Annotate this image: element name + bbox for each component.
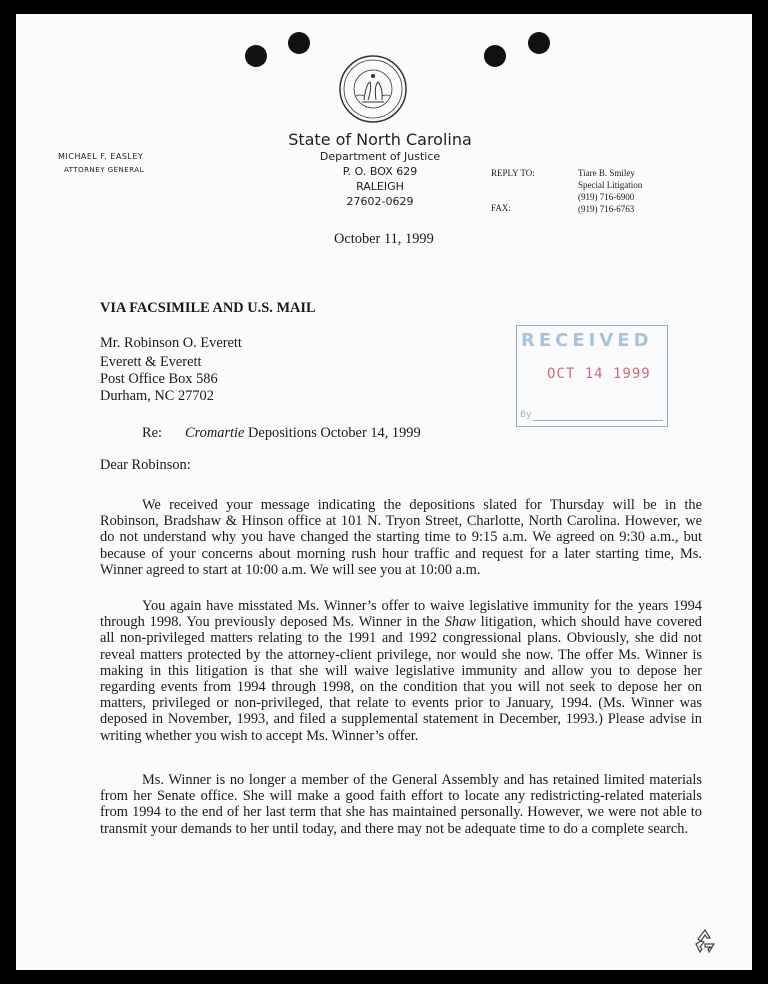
fax-label: FAX: — [491, 203, 511, 213]
recipient-line: Durham, NC 27702 — [100, 388, 214, 404]
paragraph-text: Ms. Winner is no longer a member of the General Assembly and has retained limited materials from her Senate office. She will make a good faith effort to locate any redistricting-related materials from 1994 to the end of her last term that she has maintained personally. However, we were not able to transmit your demands to her until today, and there may not be adequate time to do a complete search. — [100, 772, 702, 837]
letterhead-department: Department of Justice — [319, 150, 441, 163]
stamp-divider — [533, 420, 663, 421]
stamp-letters: RECEIVED — [521, 330, 653, 351]
delivery-method: VIA FACSIMILE AND U.S. MAIL — [100, 300, 316, 316]
letterhead-address-line: P. O. BOX 629 — [342, 165, 418, 178]
body-paragraph — [100, 772, 702, 837]
sender-title: ATTORNEY GENERAL — [64, 166, 144, 174]
letter-page — [16, 14, 752, 970]
state-seal-icon — [338, 54, 408, 124]
body-paragraph — [100, 497, 702, 578]
paragraph-text: We received your message indicating the depositions slated for Thursday will be in the Robinson, Bradshaw & Hinson office at 101 N. Tryon Street, Charlotte, North Carolina. However, we do not understand why you have changed the starting time to 9:15 a.m. We agreed on 9:30 a.m., but because of your concerns about morning rush hour traffic and request for a later starting time, Ms. Winner agreed to start at 10:00 a.m. We will see you at 10:00 a.m. — [100, 497, 702, 578]
body-paragraph — [100, 598, 702, 744]
punch-hole — [484, 45, 506, 67]
paragraph-text: litigation, which should have covered all non-privileged matters relating to the 1991 and 1992 congressional plans. Obviously, she did not reveal matters protected by the attorney-client privilege, nor would she now. The offer Ms. Winner is making in this litigation is that she will waive legislative immunity and allow you to depose her regarding events from 1994 through 1998, on the condition that you will not seek to depose her on matters, privileged or non-privileged, that relate to events prior to January, 1994. (Ms. Winner was deposed in November, 1993, and filed a supplemental statement in December, 1993.) Please advise in writing whether you wish to accept Ms. Winner’s offer. — [100, 614, 702, 744]
received-stamp — [516, 325, 668, 427]
subject-case: Cromartie — [185, 425, 245, 441]
recipient-line: Mr. Robinson O. Everett — [100, 335, 242, 351]
paragraph-emphasis: Shaw — [444, 614, 476, 631]
reply-contact-fax: (919) 716-6763 — [578, 204, 635, 214]
punch-hole — [288, 32, 310, 54]
punch-hole — [245, 45, 267, 67]
recipient-line: Everett & Everett — [100, 354, 202, 370]
paragraph-text: You again have misstated Ms. Winner’s offer to waive legislative immunity for the years 1994 through 1998. You previously deposed Ms. Winner in the — [100, 598, 702, 631]
sender-name: MICHAEL F. EASLEY — [58, 152, 144, 161]
salutation: Dear Robinson: — [100, 457, 191, 473]
reply-to-label: REPLY TO: — [491, 168, 535, 178]
letterhead-address-line: RALEIGH — [356, 180, 404, 193]
reply-contact-unit: Special Litigation — [578, 180, 643, 190]
subject-line — [142, 425, 421, 442]
punch-hole — [528, 32, 550, 54]
stamp-by: By — [520, 410, 532, 420]
reply-contact-phone: (919) 716-6900 — [578, 192, 635, 202]
stamp-date: OCT 14 1999 — [547, 366, 651, 382]
letterhead-address-line: 27602-0629 — [346, 195, 414, 208]
letterhead-title: State of North Carolina — [288, 130, 472, 149]
letter-date: October 11, 1999 — [334, 231, 434, 247]
recycle-icon — [690, 926, 720, 956]
recipient-line: Post Office Box 586 — [100, 371, 218, 387]
subject-text: Depositions October 14, 1999 — [244, 425, 421, 441]
subject-label: Re: — [142, 425, 162, 441]
reply-contact-name: Tiare B. Smiley — [578, 168, 635, 178]
